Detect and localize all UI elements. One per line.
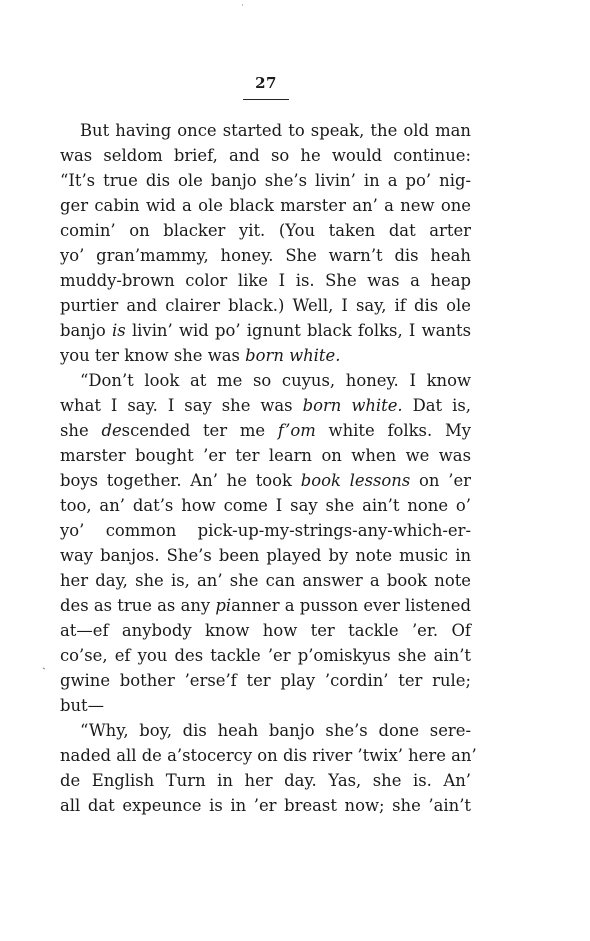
text-line <box>60 543 471 568</box>
text-run: purtier and clairer black.) Well, I say, if dis ole <box>60 296 471 315</box>
text-line <box>60 218 471 243</box>
text-run: gwine bother ’erse’f ter play ’cordin’ ter rule; <box>60 671 471 690</box>
text-run: at—ef anybody know how ter tackle ’er. Of <box>60 621 471 640</box>
text-line <box>60 193 471 218</box>
text-line <box>60 568 471 593</box>
text-run: on ’er <box>410 471 471 490</box>
text-run: what I say. I say she was <box>60 396 303 415</box>
text-run: Dat is, <box>402 396 471 415</box>
text-line <box>60 418 471 443</box>
text-run: too, an’ dat’s how come I say she ain’t none o’ <box>60 496 471 515</box>
italic-text: pi <box>215 596 232 615</box>
text-run: but— <box>60 696 105 715</box>
text-run: de English Turn in her day. Yas, she is. An’ <box>60 771 471 790</box>
text-line <box>60 318 471 343</box>
italic-text: de <box>101 421 122 440</box>
text-run: “It’s true dis ole banjo she’s livin’ in a po’ nig- <box>60 171 471 190</box>
text-run: you ter know she was <box>60 346 246 365</box>
text-line <box>60 243 471 268</box>
text-line <box>60 293 471 318</box>
text-run: was seldom brief, and so he would continue: <box>60 146 471 165</box>
italic-text: is <box>112 321 126 340</box>
text-line <box>60 118 471 143</box>
text-line <box>60 268 471 293</box>
text-line <box>60 618 471 643</box>
text-line <box>60 593 471 618</box>
text-run: all dat expeunce is in ’er breast now; she ’ain’t <box>60 796 471 815</box>
italic-text: f’om <box>277 421 316 440</box>
text-line <box>60 143 471 168</box>
text-line <box>60 168 471 193</box>
margin-mark: ˎ <box>42 656 46 670</box>
page-number-rule <box>243 99 289 100</box>
text-run: ger cabin wid a ole black marster an’ a new one <box>60 196 471 215</box>
text-run: white folks. My <box>315 421 471 440</box>
text-line <box>60 468 471 493</box>
stray-mark <box>242 4 243 6</box>
text-run: “Why, boy, dis heah banjo she’s done sere- <box>80 721 471 740</box>
text-run: yo’ common pick-up-my-strings-any-which-er- <box>60 521 471 540</box>
text-line <box>60 718 471 743</box>
text-run: comin’ on blacker yit. (You taken dat arter <box>60 221 471 240</box>
text-line <box>60 768 471 793</box>
text-run: muddy-brown color like I is. She was a heap <box>60 271 471 290</box>
page-number: 27 <box>255 74 277 92</box>
text-line <box>60 368 471 393</box>
text-run: anner a pusson ever listened <box>231 596 471 615</box>
text-run: way banjos. She’s been played by note music in <box>60 546 471 565</box>
text-line <box>60 393 471 418</box>
text-run: But having once started to speak, the old man <box>80 121 471 140</box>
text-run: yo’ gran’mammy, honey. She warn’t dis heah <box>60 246 471 265</box>
text-line <box>60 443 471 468</box>
text-line <box>60 668 471 693</box>
text-run: marster bought ’er ter learn on when we was <box>60 446 471 465</box>
text-run: boys together. An’ he took <box>60 471 301 490</box>
text-run: livin’ wid po’ ignunt black folks, I wants <box>125 321 471 340</box>
text-run: scended ter me <box>121 421 278 440</box>
text-run: naded all de a’stocercy on dis river ’twix’ here an’ <box>60 746 477 765</box>
text-line <box>60 793 471 818</box>
text-run: des as true as any <box>60 596 216 615</box>
text-run: she <box>60 421 102 440</box>
italic-text: book lessons <box>300 471 411 490</box>
text-line <box>60 643 471 668</box>
text-line <box>60 493 471 518</box>
text-line <box>60 518 471 543</box>
text-run: “Don’t look at me so cuyus, honey. I know <box>80 371 471 390</box>
body-text <box>60 118 477 818</box>
italic-text: born white. <box>245 346 341 365</box>
text-line <box>60 743 477 768</box>
italic-text: born white. <box>302 396 403 415</box>
text-run: banjo <box>60 321 113 340</box>
text-line <box>60 343 471 368</box>
text-line <box>60 693 471 718</box>
text-run: her day, she is, an’ she can answer a book note <box>60 571 471 590</box>
text-run: co’se, ef you des tackle ’er p’omiskyus she ain’t <box>60 646 471 665</box>
